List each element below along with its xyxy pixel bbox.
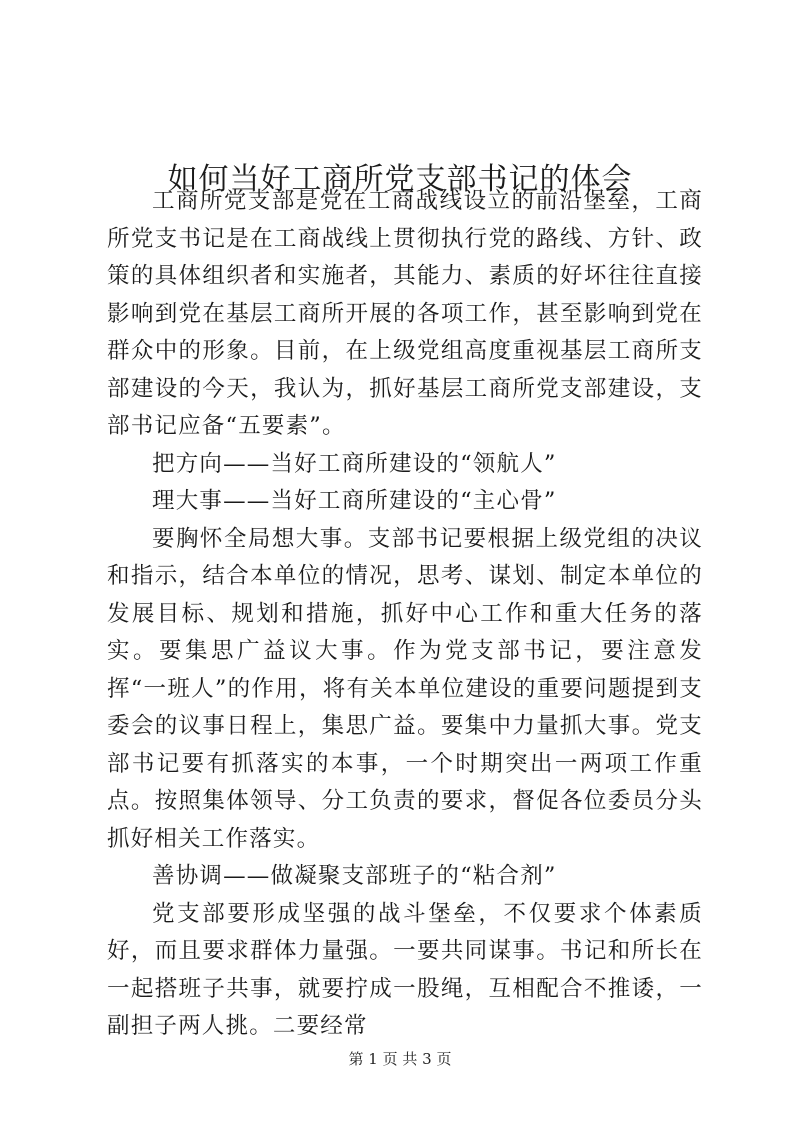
paragraph-coordination: 党支部要形成坚强的战斗堡垒，不仅要求个体素质好，而且要求群体力量强。一要共同谋事。书记和所长在一起搭班子共事，就要拧成一股绳，互相配合不推诿，一副担子两人挑。二要经常 [107,900,703,1039]
page-number-footer: 第 1 页 共 3 页 [348,1050,452,1068]
paragraph-intro: 工商所党支部是党在工商战线设立的前沿堡垒，工商所党支书记是在工商战线上贯彻执行党的路线、方针、政策的具体组织者和实施者，其能力、素质的好坏往往直接影响到党在基层工商所开展的各项工作，甚至影响到党在群众中的形象。目前，在上级党组高度重视基层工商所支部建设的今天，我认为，抓好基层工商所党支部建设，支部书记应备“五要素”。 [107,188,703,439]
section-heading-coordination: 善协调——做凝聚支部班子的“粘合剂” [152,863,557,889]
document-body [107,183,703,1046]
paragraph-major-affairs: 要胸怀全局想大事。支部书记要根据上级党组的决议和指示，结合本单位的情况，思考、谋划、制定本单位的发展目标、规划和措施，抓好中心工作和重大任务的落实。要集思广益议大事。作为党支部书记，要注意发挥“一班人”的作用，将有关本单位建设的重要问题提到支委会的议事日程上，集思广益。要集中力量抓大事。党支部书记要有抓落实的本事，一个时期突出一两项工作重点。按照集体领导、分工负责的要求，督促各位委员分头抓好相关工作落实。 [107,525,703,852]
section-heading-major-affairs: 理大事——当好工商所建设的“主心骨” [152,488,557,514]
section-heading-direction: 把方向——当好工商所建设的“领航人” [152,450,557,477]
document-title: 如何当好工商所党支部书记的体会 [167,162,633,198]
